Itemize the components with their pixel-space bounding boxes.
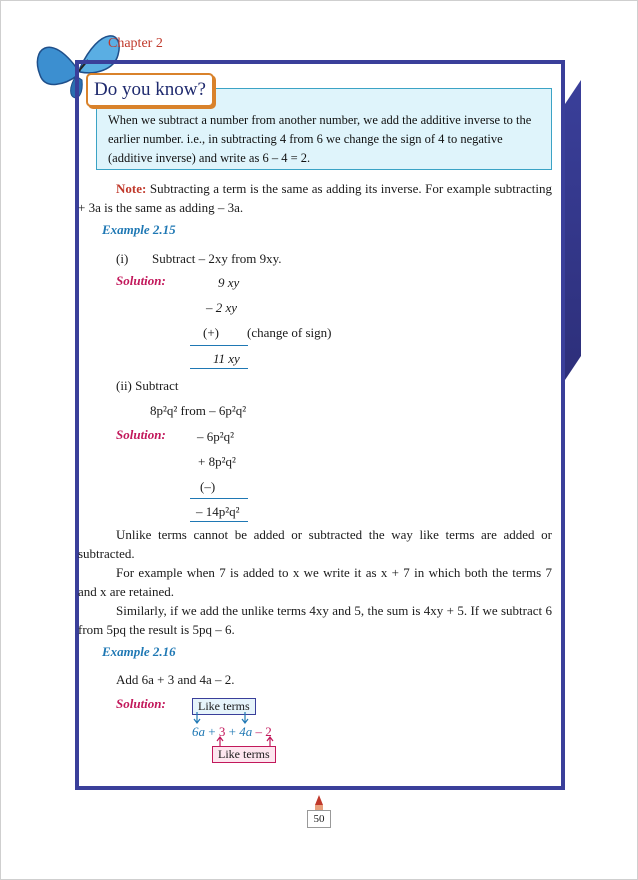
step-line: – 6p²q² <box>197 429 235 444</box>
part-i-number: (i) <box>116 251 129 266</box>
term-4a: 4a <box>239 724 253 739</box>
note-paragraph <box>78 179 552 217</box>
sum-rule <box>190 498 248 499</box>
operator-plus: + <box>225 724 240 739</box>
frame-top <box>75 60 565 64</box>
do-you-know-text: When we subtract a number from another number, we add the additive inverse to the earlier number. i.e., in subtracting 4 from 6 we change the sign of 4 to negative (additive inverse) and write as 6 – 4 = 2. <box>108 113 532 165</box>
do-you-know-title: Do you know? <box>86 73 214 107</box>
step-line: – 2 xy <box>206 300 238 315</box>
part-ii-question: (ii) Subtract <box>116 378 179 393</box>
sum-rule <box>190 345 248 346</box>
term-3: 3 <box>218 724 226 739</box>
sign-change-mark: (+) <box>203 325 219 340</box>
frame-right <box>561 60 565 790</box>
part-ii-expression: 8p²q² from – 6p²q² <box>150 403 247 418</box>
example-2-16-question: Add 6a + 3 and 4a – 2. <box>116 672 235 687</box>
solution-label: Solution: <box>116 696 166 711</box>
paragraph: Unlike terms cannot be added or subtracted the way like terms are added or subtracted. <box>78 527 552 561</box>
pencil-icon <box>312 795 326 811</box>
operator-minus: – <box>252 724 266 739</box>
step-line: 9 xy <box>218 275 240 290</box>
operator-plus: + <box>205 724 219 739</box>
sign-change-mark: (–) <box>200 479 216 494</box>
term-6a: 6a <box>192 724 205 739</box>
result: 11 xy <box>213 351 240 366</box>
step-line: + 8p²q² <box>198 454 236 469</box>
term-2: 2 <box>265 724 272 739</box>
note-label: Note: <box>116 181 147 196</box>
page-number: 50 <box>307 810 331 828</box>
like-terms-label-top: Like terms <box>192 698 256 715</box>
sum-rule <box>190 521 248 522</box>
frame-left <box>75 60 79 790</box>
sum-rule <box>190 368 248 369</box>
example-2-15-title: Example 2.15 <box>102 222 176 237</box>
result: – 14p²q² <box>196 504 240 519</box>
paragraph: For example when 7 is added to x we write it as x + 7 in which both the terms 7 and x are retained. <box>78 565 552 599</box>
paragraph: Similarly, if we add the unlike terms 4xy and 5, the sum is 4xy + 5. If we subtract 6 from 5pq the result is 5pq – 6. <box>78 603 552 637</box>
example-2-16-title: Example 2.16 <box>102 644 176 659</box>
sign-change-note: (change of sign) <box>247 325 332 340</box>
solution-label: Solution: <box>116 273 166 288</box>
chapter-label: Chapter 2 <box>108 36 163 51</box>
solution-label: Solution: <box>116 427 166 442</box>
like-terms-label-bottom: Like terms <box>212 746 276 763</box>
part-i-question: Subtract – 2xy from 9xy. <box>152 251 282 266</box>
side-strip <box>565 80 581 380</box>
note-text: Subtracting a term is the same as adding its inverse. For example subtracting + 3a is the same as adding – 3a. <box>78 181 553 215</box>
frame-bottom <box>75 786 565 790</box>
